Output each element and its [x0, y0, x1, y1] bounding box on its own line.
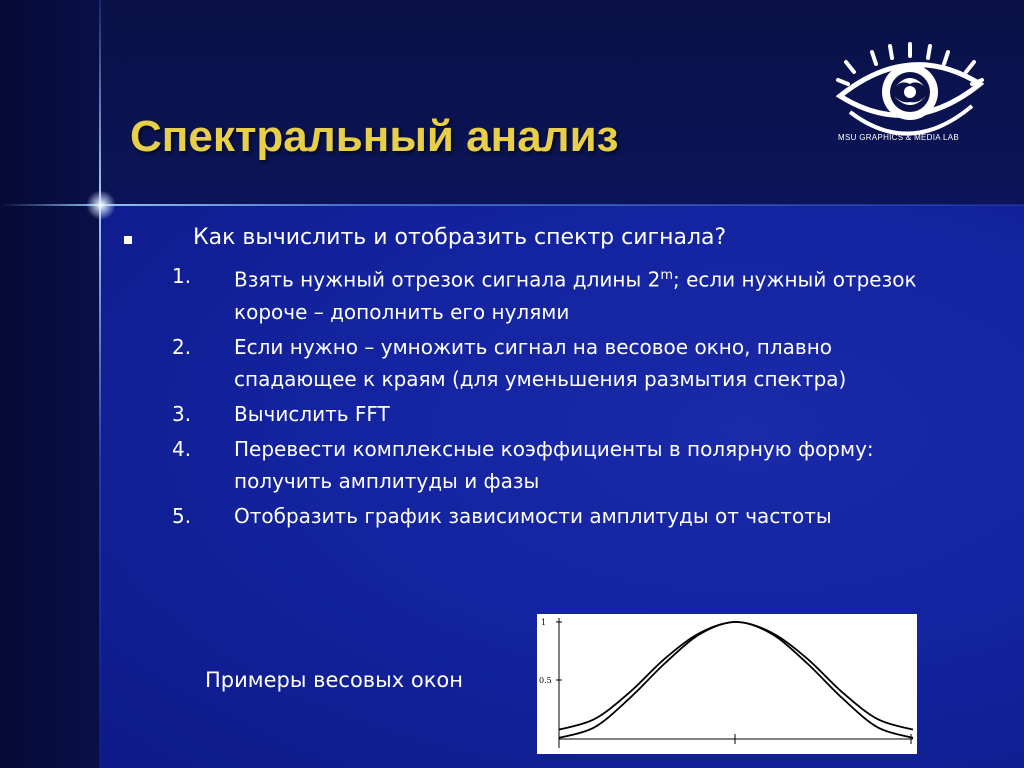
slide-title: Спектральный анализ — [130, 112, 619, 161]
step-text: Если нужно – умножить сигнал на весовое окно, плавно — [234, 334, 833, 359]
superscript-m: m — [660, 268, 673, 283]
step-number: 4. — [172, 436, 192, 461]
bullet-square-icon — [124, 236, 132, 244]
step-item-3 — [120, 398, 1010, 430]
step-item-2 — [120, 331, 1010, 395]
step-item-1 — [120, 260, 1010, 328]
bullet-text: Как вычислить и отобразить спектр сигнала? — [193, 225, 727, 250]
step-text-line: ; если нужный отрезок — [673, 267, 917, 292]
window-examples-caption: Примеры весовых окон — [205, 668, 463, 692]
step-number: 1. — [172, 264, 192, 288]
step-text: Перевести комплексные коэффициенты в полярную форму: — [234, 436, 874, 461]
sparkle-decoration — [86, 190, 116, 220]
vertical-divider — [99, 0, 101, 768]
step-text-line: Взять нужный отрезок сигнала длины 2 — [234, 267, 661, 292]
step-text-line-2: спадающее к краям (для уменьшения размытия спектра) — [234, 366, 847, 391]
steps-list — [120, 260, 1010, 532]
step-item-4 — [120, 433, 1010, 497]
logo-caption: MSU GRAPHICS & MEDIA LAB — [838, 133, 960, 142]
bullet-item — [120, 222, 1010, 260]
step-text: Отобразить график зависимости амплитуды от частоты — [234, 503, 832, 528]
step-text-line-2: короче – дополнить его нулями — [234, 299, 570, 324]
y-tick-label-05: 0.5 — [539, 676, 552, 685]
chart-svg — [537, 614, 917, 754]
step-number: 3. — [172, 401, 192, 426]
background-left-band — [0, 0, 100, 768]
y-tick-label-1: 1 — [541, 618, 547, 627]
step-item-5 — [120, 500, 1010, 532]
slide-content — [120, 222, 1010, 535]
series-group — [559, 622, 913, 738]
step-text-line-2: получить амплитуды и фазы — [234, 468, 540, 493]
step-text: Вычислить FFT — [234, 401, 390, 426]
header-divider — [0, 204, 1024, 206]
series-line-window-wide — [559, 622, 913, 738]
step-number: 2. — [172, 334, 192, 359]
step-text — [234, 260, 1010, 296]
window-functions-chart — [537, 614, 917, 754]
step-number: 5. — [172, 503, 192, 528]
